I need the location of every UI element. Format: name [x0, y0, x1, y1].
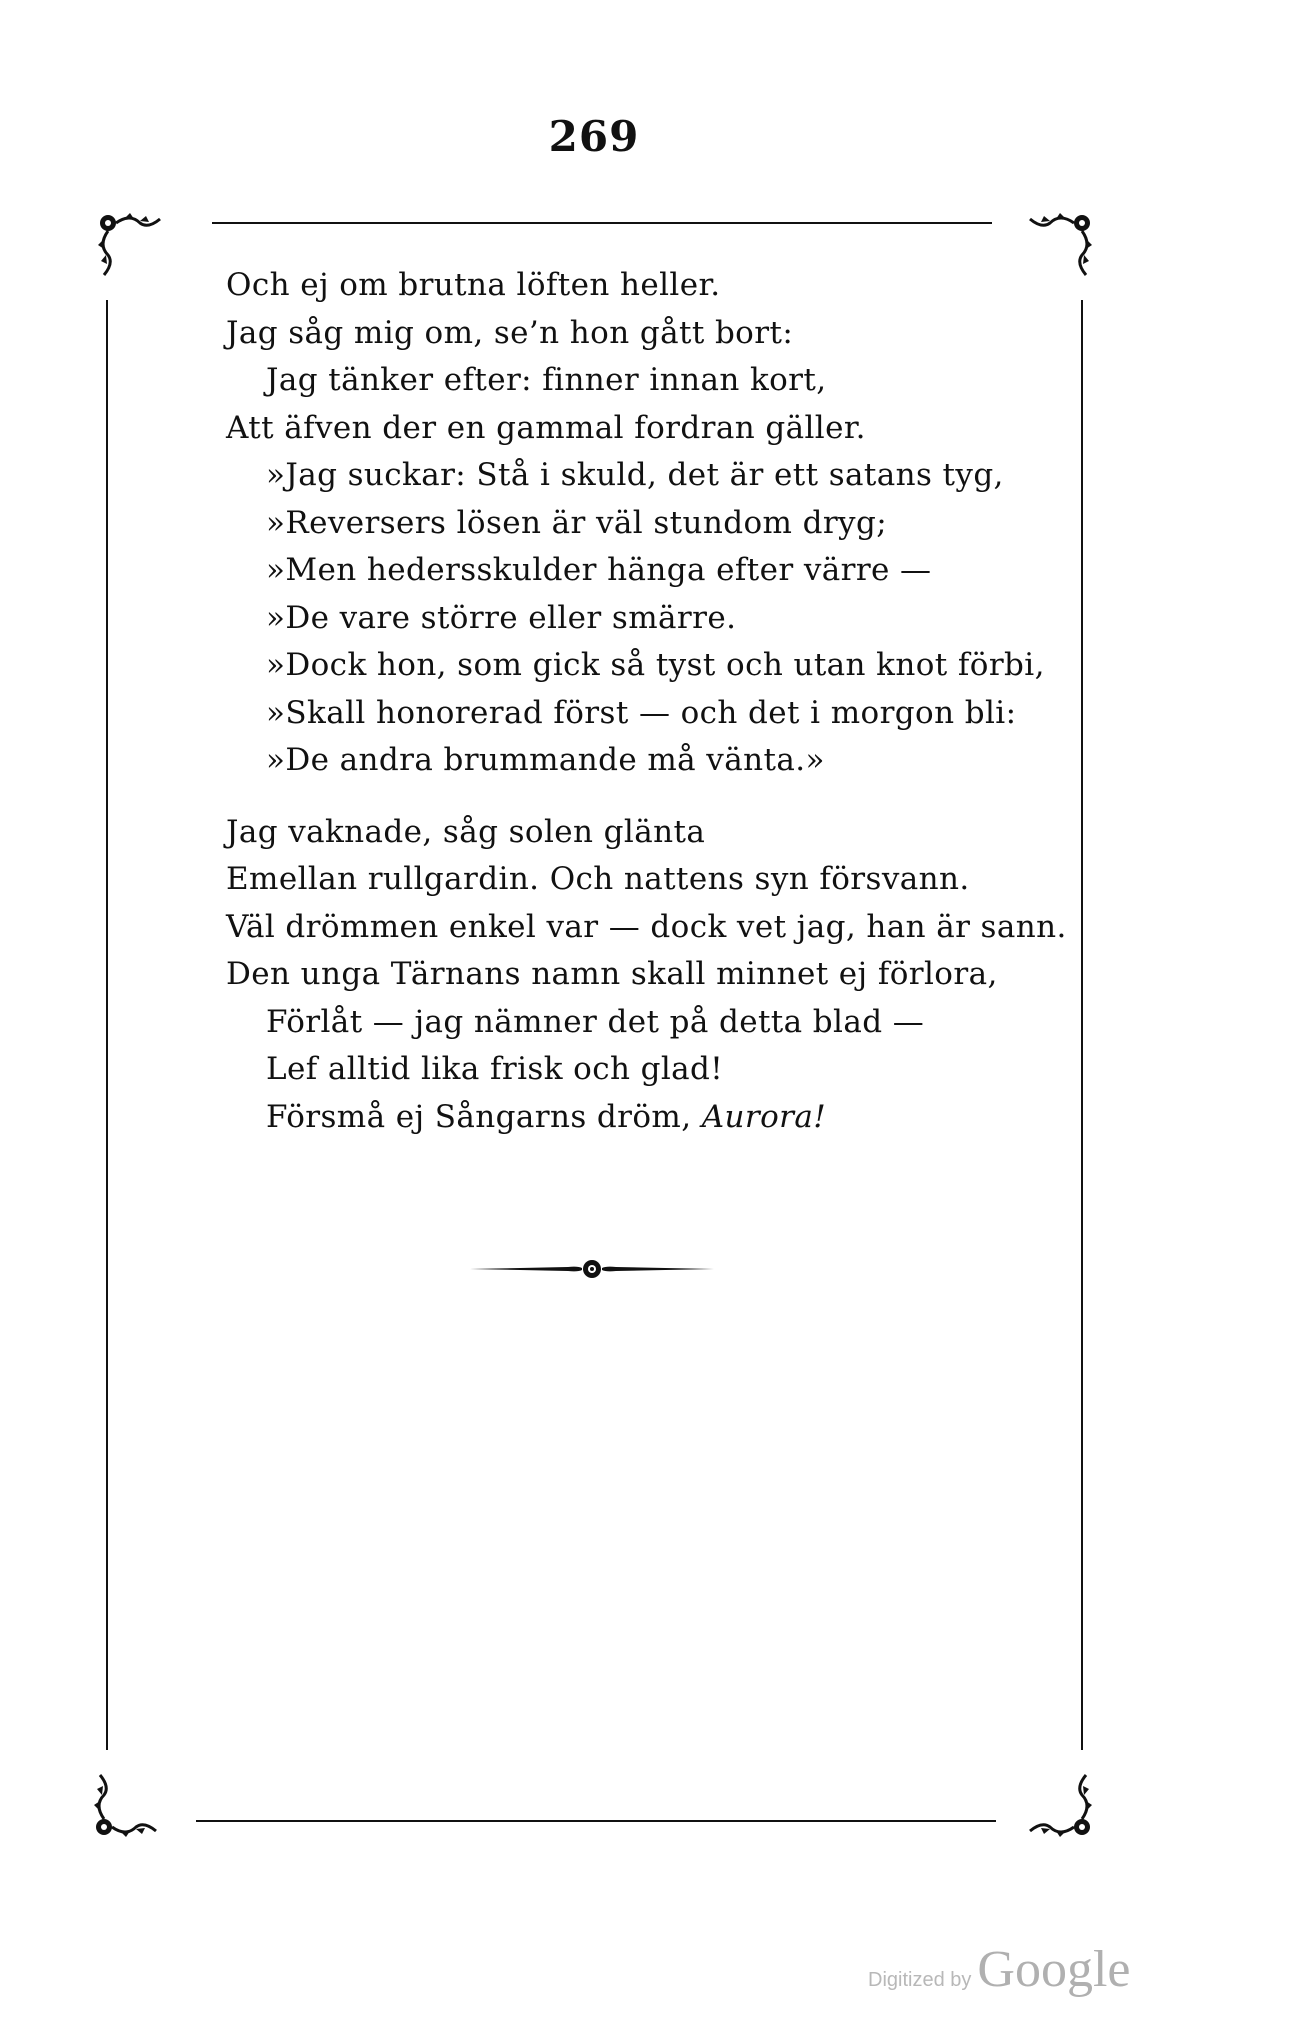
- poem-line: Emellan rullgardin. Och nattens syn försvann.: [226, 861, 970, 897]
- poem-line: Jag vaknade, såg solen glänta: [226, 813, 706, 850]
- poem-line: »Reversers lösen är väl stundom dryg;: [266, 504, 888, 541]
- page-number: 269: [548, 112, 640, 161]
- frame-bottom-rule: [196, 1820, 996, 1822]
- poem-line: Jag såg mig om, se’n hon gått bort:: [226, 314, 794, 351]
- poem-line: Förlåt — jag nämner det på detta blad —: [266, 1003, 925, 1040]
- poem-text: [226, 262, 1066, 1141]
- poem-line: Den unga Tärnans namn skall minnet ej förlora,: [226, 956, 998, 992]
- corner-ornament-icon: [990, 1735, 1100, 1845]
- poem-line-italic-name: Aurora!: [701, 1098, 827, 1135]
- poem-line: Jag tänker efter: finner innan kort,: [266, 362, 827, 398]
- stanza: [226, 262, 1066, 785]
- poem-line: »Skall honorerad först — och det i morgon bli:: [266, 694, 1017, 731]
- corner-ornament-icon: [90, 205, 200, 315]
- poem-line-last: [226, 1094, 1066, 1142]
- poem-line: »Jag suckar: Stå i skuld, det är ett satans tyg,: [266, 457, 1004, 493]
- frame-right-rule: [1081, 300, 1083, 1750]
- poem-line: Och ej om brutna löften heller.: [226, 267, 721, 303]
- poem-line: »Men hedersskulder hänga efter värre —: [266, 552, 932, 588]
- poem-line: Lef alltid lika frisk och glad!: [266, 1051, 724, 1087]
- poem-line: »De andra brummande må vänta.»: [266, 742, 825, 778]
- poem-line: »De vare större eller smärre.: [266, 599, 737, 636]
- divider-ornament-icon: [468, 1255, 716, 1283]
- google-digitized-watermark: [868, 1940, 1130, 1999]
- google-logo: Google: [977, 1941, 1131, 1998]
- poem-line-prefix: Försmå ej Sångarns dröm,: [266, 1098, 702, 1135]
- frame-top-rule: [212, 222, 992, 224]
- poem-line: Väl drömmen enkel var — dock vet jag, han är sann.: [226, 908, 1067, 945]
- poem-line: »Dock hon, som gick så tyst och utan knot förbi,: [266, 647, 1045, 683]
- frame-left-rule: [106, 300, 108, 1750]
- poem-line: Att äfven der en gammal fordran gäller.: [226, 409, 866, 446]
- corner-ornament-icon: [86, 1735, 196, 1845]
- stanza: [226, 809, 1066, 1142]
- digitized-by-label: Digitized by: [868, 1969, 972, 1991]
